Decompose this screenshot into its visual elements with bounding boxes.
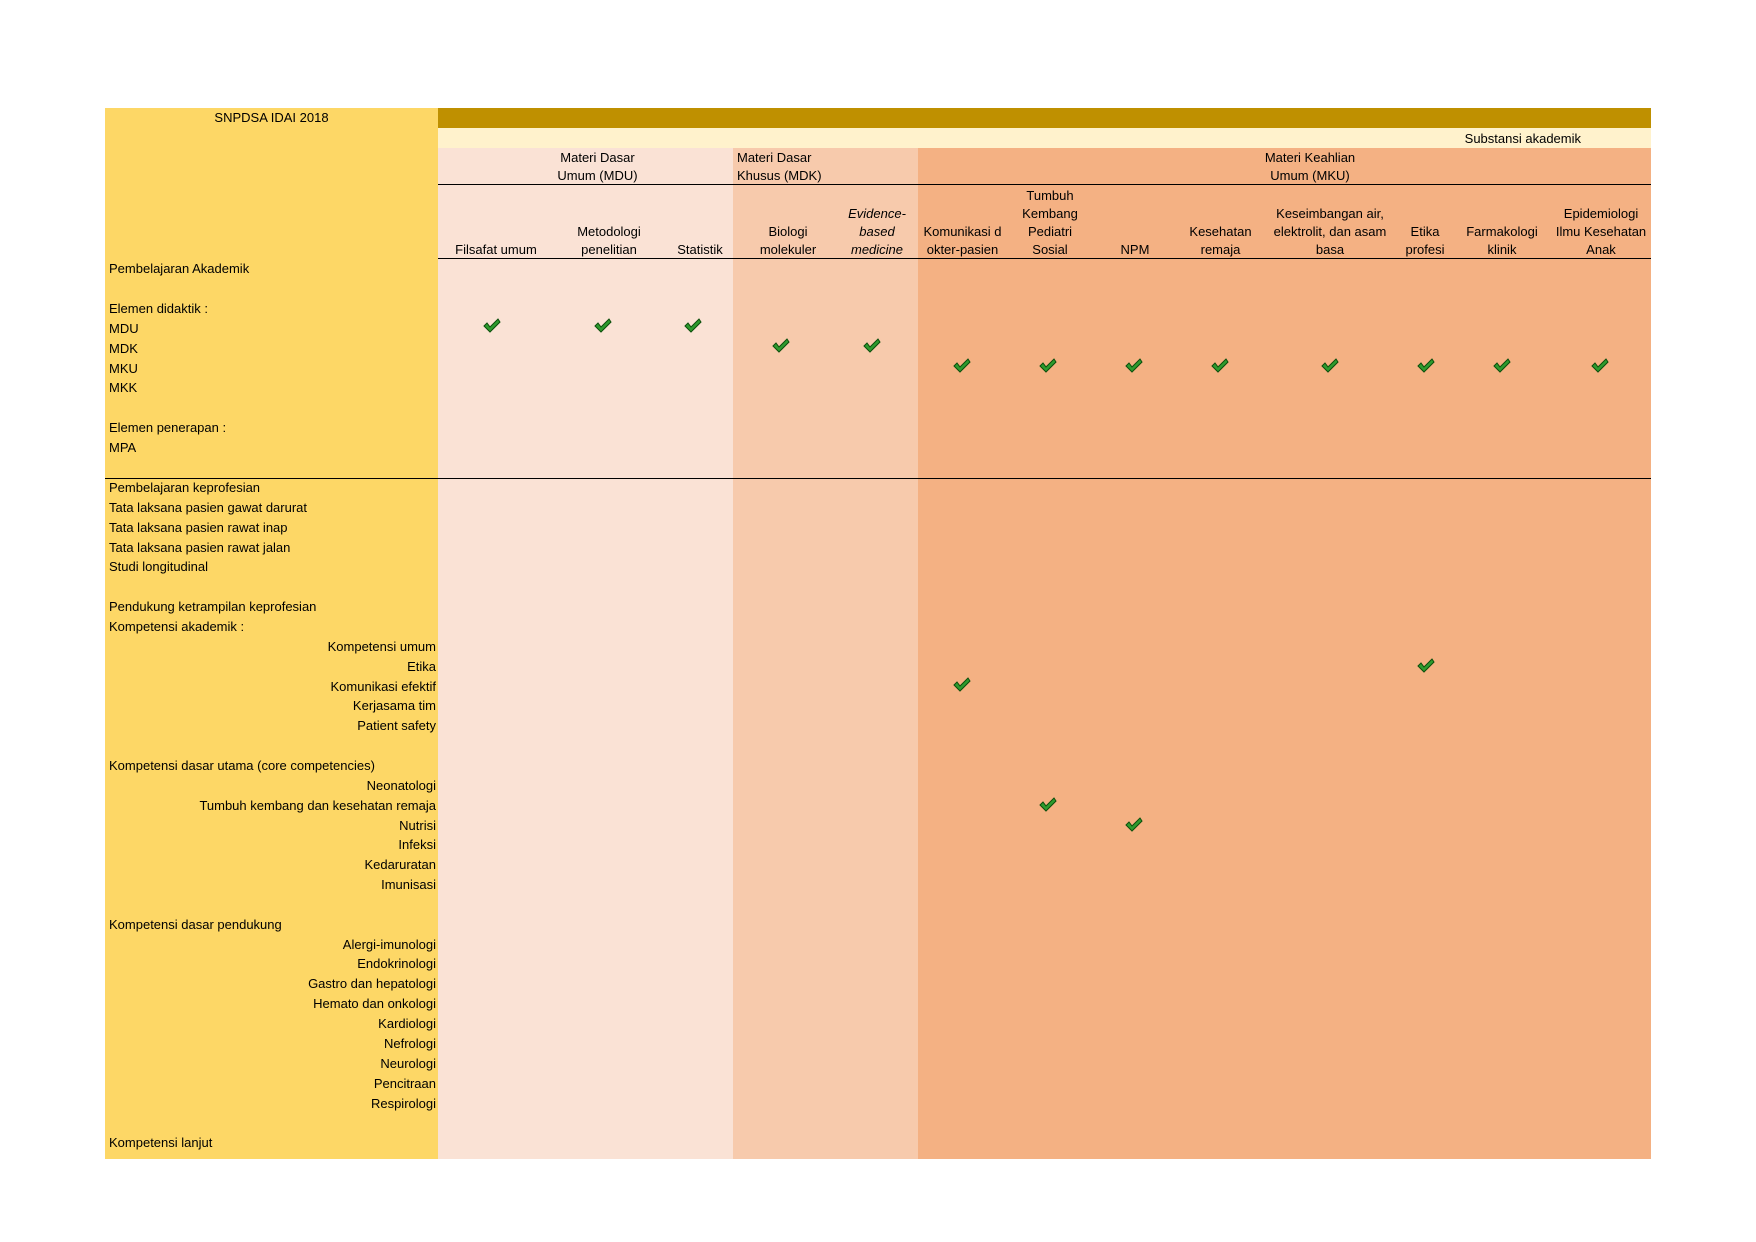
row-neonatologi: Neonatologi bbox=[366, 778, 436, 793]
check-icon bbox=[1211, 358, 1229, 374]
row-mdk: MDK bbox=[109, 341, 138, 356]
col-biologi-molekuler: Biologi molekuler bbox=[759, 224, 817, 257]
row-mdu: MDU bbox=[109, 321, 139, 336]
check-icon bbox=[953, 358, 971, 374]
row-kompetensi-lanjut: Kompetensi lanjut bbox=[109, 1135, 213, 1150]
col-metodologi-penelitian: Metodologi penelitian bbox=[577, 224, 641, 257]
row-pembelajaran-akademik: Pembelajaran Akademik bbox=[109, 261, 250, 276]
col-statistik: Statistik bbox=[677, 242, 723, 257]
check-icon bbox=[1417, 658, 1435, 674]
header-band bbox=[438, 108, 1651, 128]
row-komunikasi-efektif: Komunikasi efektif bbox=[330, 679, 436, 694]
row-respirologi: Respirologi bbox=[370, 1096, 436, 1111]
row-pendukung-ketrampilan: Pendukung ketrampilan keprofesian bbox=[109, 599, 317, 614]
mku-column-block bbox=[918, 148, 1651, 1159]
row-kompetensi-dasar-utama: Kompetensi dasar utama (core competencies) bbox=[109, 758, 375, 773]
row-gawat-darurat: Tata laksana pasien gawat darurat bbox=[109, 500, 308, 515]
row-kompetensi-akademik: Kompetensi akademik : bbox=[109, 619, 245, 634]
col-filsafat-umum: Filsafat umum bbox=[455, 242, 537, 257]
substansi-label: Substansi akademik bbox=[1464, 131, 1581, 146]
row-rawat-jalan: Tata laksana pasien rawat jalan bbox=[109, 540, 291, 555]
col-komunikasi-dokter-pasien: Komunikasi dokter-pasien bbox=[923, 224, 1002, 257]
row-alergi-imunologi: Alergi-imunologi bbox=[342, 937, 436, 952]
col-npm: NPM bbox=[1120, 242, 1150, 257]
row-imunisasi: Imunisasi bbox=[381, 877, 436, 892]
col-epidemiologi: Epidemiologi Ilmu Kesehatan Anak bbox=[1555, 206, 1647, 257]
row-mku: MKU bbox=[109, 361, 138, 376]
row-studi-longitudinal: Studi longitudinal bbox=[109, 559, 209, 574]
row-kompetensi-umum: Kompetensi umum bbox=[327, 639, 436, 654]
col-farmakologi-klinik: Farmakologi klinik bbox=[1466, 224, 1538, 257]
row-pencitraan: Pencitraan bbox=[373, 1076, 436, 1091]
row-mpa: MPA bbox=[109, 440, 137, 455]
row-nutrisi: Nutrisi bbox=[399, 818, 436, 833]
row-etika: Etika bbox=[407, 659, 436, 674]
row-neurologi: Neurologi bbox=[380, 1056, 436, 1071]
row-patient-safety: Patient safety bbox=[357, 718, 436, 733]
col-evidence-based-medicine: Evidence-based medicine bbox=[848, 206, 906, 257]
col-etika-profesi: Etika profesi bbox=[1405, 224, 1445, 257]
row-endokrinologi: Endokrinologi bbox=[357, 956, 436, 971]
row-elemen-penerapan: Elemen penerapan : bbox=[109, 420, 227, 435]
row-gastro-hepatologi: Gastro dan hepatologi bbox=[308, 976, 436, 991]
check-icon bbox=[1125, 358, 1143, 374]
check-icon bbox=[1321, 358, 1339, 374]
check-icon bbox=[1039, 797, 1057, 813]
row-kompetensi-dasar-pendukung: Kompetensi dasar pendukung bbox=[109, 917, 282, 932]
row-tumbuh-kembang-remaja: Tumbuh kembang dan kesehatan remaja bbox=[199, 798, 436, 813]
check-icon bbox=[1039, 358, 1057, 374]
group-mku: Materi Keahlian Umum (MKU) bbox=[1264, 150, 1356, 183]
mdk-column-block bbox=[733, 148, 918, 1159]
check-icon bbox=[772, 338, 790, 354]
check-icon bbox=[1125, 817, 1143, 833]
check-icon bbox=[594, 318, 612, 334]
check-icon bbox=[863, 338, 881, 354]
row-hemato-onkologi: Hemato dan onkologi bbox=[313, 996, 436, 1011]
row-infeksi: Infeksi bbox=[398, 837, 436, 852]
mdu-column-block bbox=[438, 148, 733, 1159]
group-mdk: Materi Dasar Khusus (MDK) bbox=[737, 150, 822, 183]
page-title: SNPDSA IDAI 2018 bbox=[214, 110, 329, 125]
group-mdu: Materi Dasar Umum (MDU) bbox=[557, 150, 638, 183]
check-icon bbox=[953, 677, 971, 693]
col-keseimbangan-air: Keseimbangan air, elektrolit, dan asam basa bbox=[1273, 206, 1387, 257]
check-icon bbox=[1493, 358, 1511, 374]
row-elemen-didaktik: Elemen didaktik : bbox=[109, 301, 208, 316]
row-kardiologi: Kardiologi bbox=[378, 1016, 436, 1031]
check-icon bbox=[483, 318, 501, 334]
check-icon bbox=[1417, 358, 1435, 374]
check-icon bbox=[1591, 358, 1609, 374]
check-icon bbox=[684, 318, 702, 334]
row-pembelajaran-keprofesian: Pembelajaran keprofesian bbox=[109, 480, 261, 495]
row-rawat-inap: Tata laksana pasien rawat inap bbox=[109, 520, 288, 535]
row-kerjasama-tim: Kerjasama tim bbox=[352, 698, 436, 713]
row-kedaruratan: Kedaruratan bbox=[364, 857, 436, 872]
row-nefrologi: Nefrologi bbox=[383, 1036, 436, 1051]
col-tumbuh-kembang: Tumbuh Kembang Pediatri Sosial bbox=[1022, 188, 1078, 257]
col-kesehatan-remaja: Kesehatan remaja bbox=[1189, 224, 1252, 257]
row-mkk: MKK bbox=[109, 380, 138, 395]
